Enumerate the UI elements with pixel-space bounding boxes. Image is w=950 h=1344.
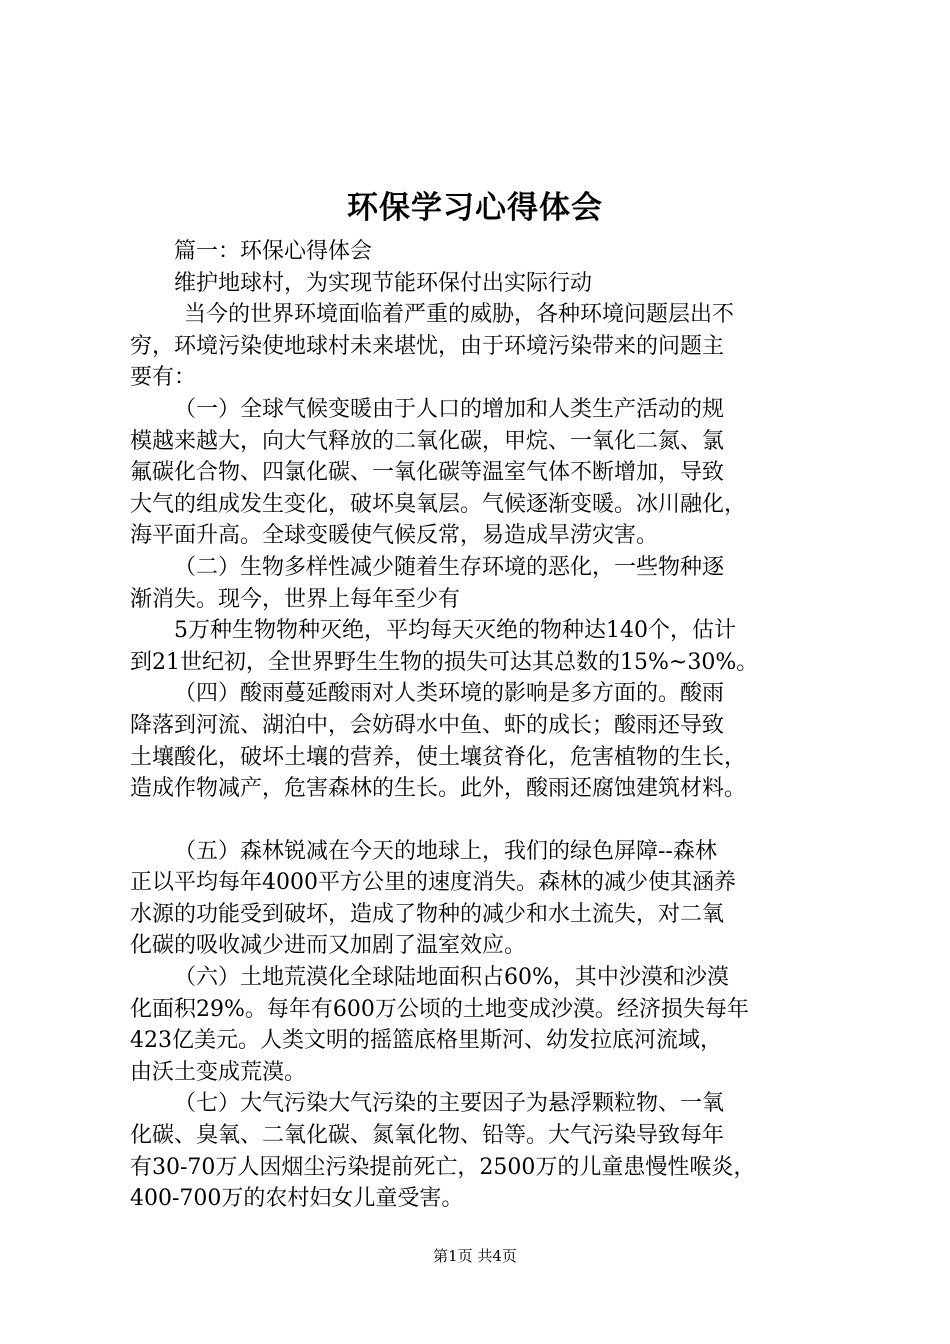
body-line: 降落到河流、湖泊中，会妨碍水中鱼、虾的成长；酸雨还导致 [130, 712, 725, 738]
body-line: 要有： [130, 365, 197, 391]
body-line: 大气的组成发生变化，破坏臭氧层。气候逐渐变暖。冰川融化， [130, 491, 747, 517]
body-line: 423亿美元。人类文明的摇篮底格里斯河、幼发拉底河流域， [130, 1028, 722, 1054]
body-line: 正以平均每年4000平方公里的速度消失。森林的减少使其涵养 [130, 870, 736, 896]
body-line: 当今的世界环境面临着严重的威胁，各种环境问题层出不 [184, 302, 735, 328]
body-line: 渐消失。现今，世界上每年至少有 [130, 586, 461, 612]
page-footer: 第1页 共4页 [433, 1247, 517, 1265]
section-subheading: 维护地球村，为实现节能环保付出实际行动 [174, 270, 593, 296]
body-line: （二）生物多样性减少随着生存环境的恶化，一些物种逐 [174, 554, 725, 580]
body-line: 400-700万的农村妇女儿童受害。 [130, 1186, 464, 1212]
body-line: 土壤酸化，破坏土壤的营养，使土壤贫脊化，危害植物的生长， [130, 744, 747, 770]
body-line: 化碳、臭氧、二氧化碳、氮氧化物、铅等。大气污染导致每年 [130, 1123, 725, 1149]
blank-line [130, 805, 844, 836]
body-line: 由沃土变成荒漠。 [130, 1059, 307, 1085]
body-line: 有30-70万人因烟尘污染提前死亡，2500万的儿童患慢性喉炎， [130, 1154, 756, 1180]
body-line: （一）全球气候变暖由于人口的增加和人类生产活动的规 [174, 396, 725, 422]
body-line: 造成作物减产，危害森林的生长。此外，酸雨还腐蚀建筑材料。 [130, 776, 747, 802]
body-line: 5万种生物物种灭绝，平均每天灭绝的物种达140个，估计 [174, 618, 736, 644]
body-line: 海平面升高。全球变暖使气候反常，易造成旱涝灾害。 [130, 523, 659, 549]
body-line: 化面积29%。每年有600万公顷的土地变成沙漠。经济损失每年 [130, 996, 749, 1022]
body-line: （五）森林锐减在今天的地球上，我们的绿色屏障--森林 [174, 838, 717, 864]
body-line: （六）土地荒漠化全球陆地面积占60%，其中沙漠和沙漠 [174, 965, 729, 991]
body-line: 到21世纪初，全世界野生生物的损失可达其总数的15%~30%。 [130, 649, 759, 675]
body-line: 氟碳化合物、四氯化碳、一氧化碳等温室气体不断增加，导致 [130, 460, 725, 486]
document-body [130, 236, 844, 1215]
section-heading: 篇一：环保心得体会 [174, 239, 373, 264]
body-line: 穷，环境污染使地球村未来堪忧，由于环境污染带来的问题主 [130, 333, 725, 359]
body-line: 化碳的吸收减少进而又加剧了温室效应。 [130, 933, 527, 959]
body-line: 模越来越大，向大气释放的二氧化碳，甲烷、一氧化二氮、氯 [130, 428, 725, 454]
body-line: 水源的功能受到破坏，造成了物种的减少和水土流失，对二氧 [130, 901, 725, 927]
document-title: 环保学习心得体会 [347, 190, 603, 226]
body-line: （四）酸雨蔓延酸雨对人类环境的影响是多方面的。酸雨 [174, 681, 725, 707]
body-line: （七）大气污染大气污染的主要因子为悬浮颗粒物、一氧 [174, 1091, 725, 1117]
